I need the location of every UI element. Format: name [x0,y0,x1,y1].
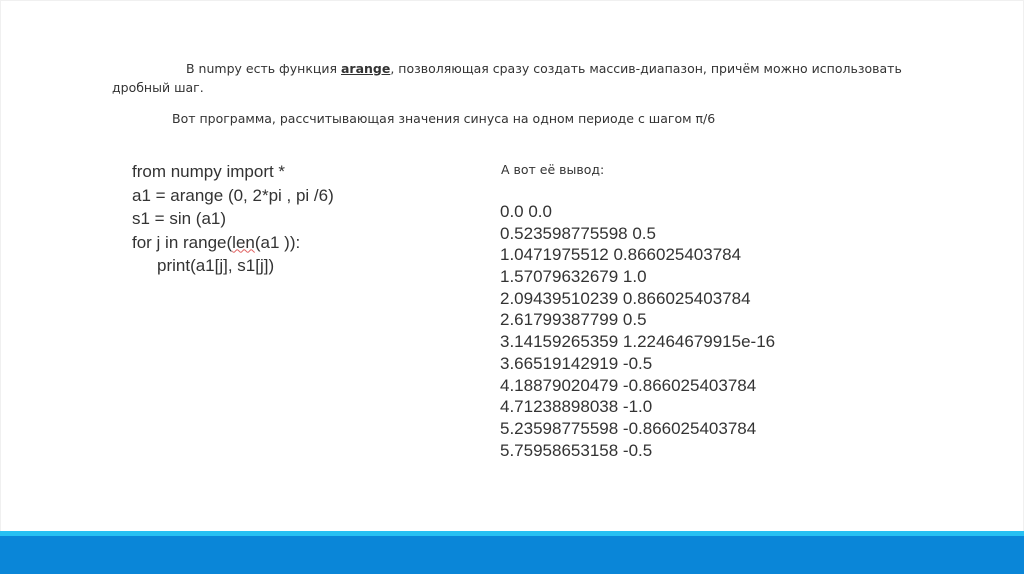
program-intro: Вот программа, рассчитывающая значения синуса на одном периоде с шагом π/6 [172,111,716,126]
code-line: a1 = arange (0, 2*pi , pi /6) [132,185,334,205]
output-line: 0.523598775598 0.5 [500,223,656,243]
output-line: 3.66519142919 -0.5 [500,353,653,373]
code-line: from numpy import * [132,162,286,181]
intro-line-2: дробный шаг. [112,80,204,95]
output-line: 2.61799387799 0.5 [500,310,647,330]
output-line: 4.18879020479 -0.866025403784 [500,375,757,395]
output-line: 1.57079632679 1.0 [500,267,647,287]
footer-bar [0,536,1024,574]
output-line: 1.0471975512 0.866025403784 [500,245,742,265]
output-heading: А вот её вывод: [501,162,605,177]
output-line: 4.71238898038 -1.0 [500,397,653,417]
output-line: 0.0 0.0 [500,202,552,221]
output-line: 2.09439510239 0.866025403784 [500,288,751,308]
spellcheck-underlined-word: len [232,232,255,252]
output-line: 5.23598775598 -0.866025403784 [500,418,757,438]
output-line: 5.75958653158 -0.5 [500,440,653,460]
code-line-part: (a1 )): [254,232,301,252]
code-line-part: for j in range( [132,232,233,252]
code-line: s1 = sin (a1) [132,209,227,228]
intro-text-before: В numpy есть функция [186,61,341,76]
intro-line-1 [186,60,902,78]
output-line: 3.14159265359 1.22464679915e-16 [500,332,776,352]
code-line: print(a1[j], s1[j]) [157,256,275,275]
output-list [500,201,775,461]
intro-text-after: , позволяющая сразу создать массив-диапазон, причём можно использовать [390,61,902,76]
code-line [132,231,334,255]
code-block [132,160,334,278]
arange-keyword: arange [341,61,391,76]
